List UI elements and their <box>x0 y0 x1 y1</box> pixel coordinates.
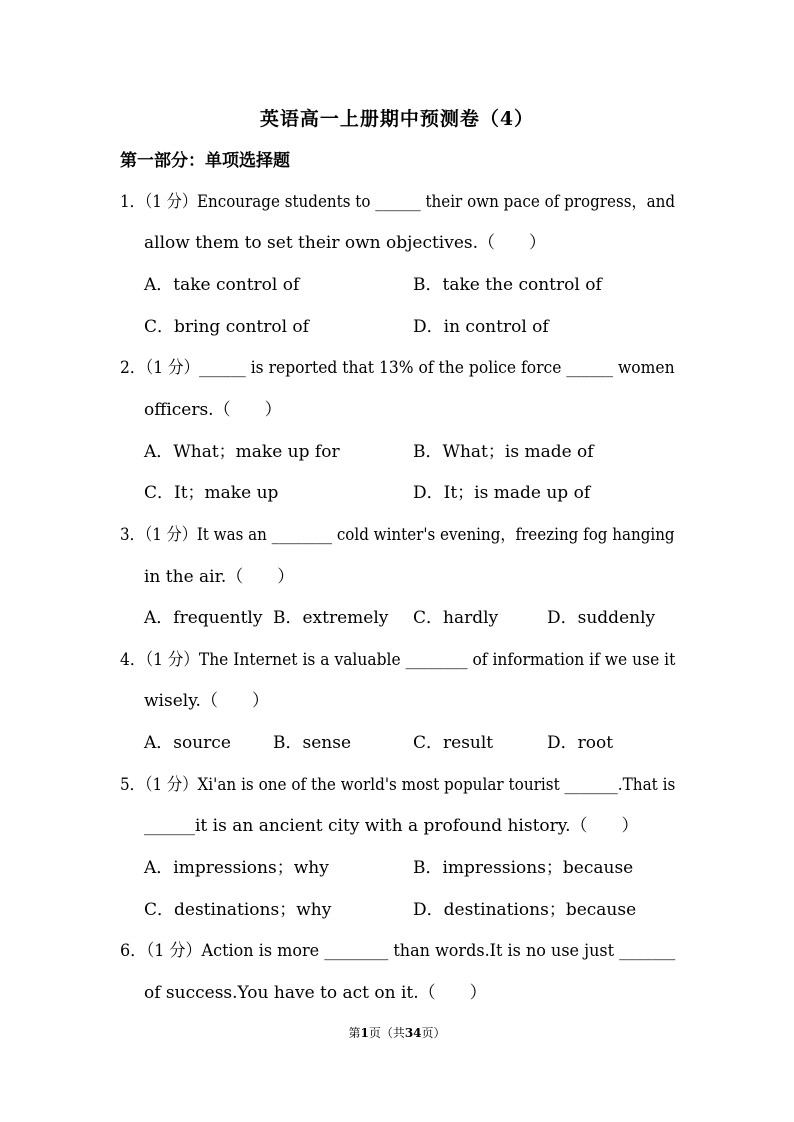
question-5-line-1: 5．（1 分）Xi'an is one of the world's most popular tourist _______.That is <box>120 775 676 795</box>
question-1-option-a: A．take control of <box>144 275 300 295</box>
footer-page-number: 1 <box>360 1026 369 1040</box>
question-5-line-2: ______it is an ancient city with a profound history.（ ） <box>144 816 639 836</box>
question-6-line-1: 6．（1 分）Action is more ________ than words.It is no use just _______ <box>120 941 676 961</box>
question-2-option-b: B．What；is made of <box>413 442 594 462</box>
page-footer <box>0 1024 794 1041</box>
question-2-option-d: D．It；is made up of <box>413 483 591 503</box>
question-4-line-1: 4．（1 分）The Internet is a valuable ________ of information if we use it <box>120 650 676 670</box>
question-1-option-b: B．take the control of <box>413 275 602 295</box>
question-4-option-b: B．sense <box>273 733 352 753</box>
question-5-option-b: B．impressions；because <box>413 858 634 878</box>
question-1-option-c: C．bring control of <box>144 317 309 337</box>
section-heading: 第一部分：单项选择题 <box>120 151 290 171</box>
question-4-option-c: C．result <box>413 733 494 753</box>
question-1-line-1: 1．（1 分）Encourage students to ______ their own pace of progress，and <box>120 192 676 212</box>
question-5-option-d: D．destinations；because <box>413 900 637 920</box>
question-1-option-d: D．in control of <box>413 317 549 337</box>
question-5-option-c: C．destinations；why <box>144 900 332 920</box>
page-title: 英语高一上册期中预测卷（4） <box>259 108 535 130</box>
footer-suffix: 页） <box>421 1026 446 1040</box>
question-6-line-2: of success.You have to act on it.（ ） <box>144 983 487 1003</box>
question-4-option-a: A．source <box>144 733 231 753</box>
question-5-option-a: A．impressions；why <box>144 858 329 878</box>
question-2-option-c: C．It；make up <box>144 483 279 503</box>
question-3-option-b: B．extremely <box>273 608 389 628</box>
footer-total-pages: 34 <box>404 1026 422 1040</box>
question-2-line-2: officers.（ ） <box>144 400 282 420</box>
question-4-line-2: wisely.（ ） <box>144 691 269 711</box>
question-3-option-c: C．hardly <box>413 608 499 628</box>
question-1-line-2: allow them to set their own objectives.（ ） <box>144 233 547 253</box>
question-4-option-d: D．root <box>547 733 614 753</box>
question-3-line-2: in the air.（ ） <box>144 567 295 587</box>
question-2-line-1: 2．（1 分）______ is reported that 13% of the police force ______ women <box>120 358 675 378</box>
question-3-option-d: D．suddenly <box>547 608 656 628</box>
question-3-line-1: 3．（1 分）It was an ________ cold winter's evening，freezing fog hanging <box>120 525 675 545</box>
footer-prefix: 第 <box>348 1026 361 1040</box>
question-3-option-a: A．frequently <box>144 608 263 628</box>
footer-middle: 页（共 <box>368 1026 405 1040</box>
question-2-option-a: A．What；make up for <box>144 442 340 462</box>
